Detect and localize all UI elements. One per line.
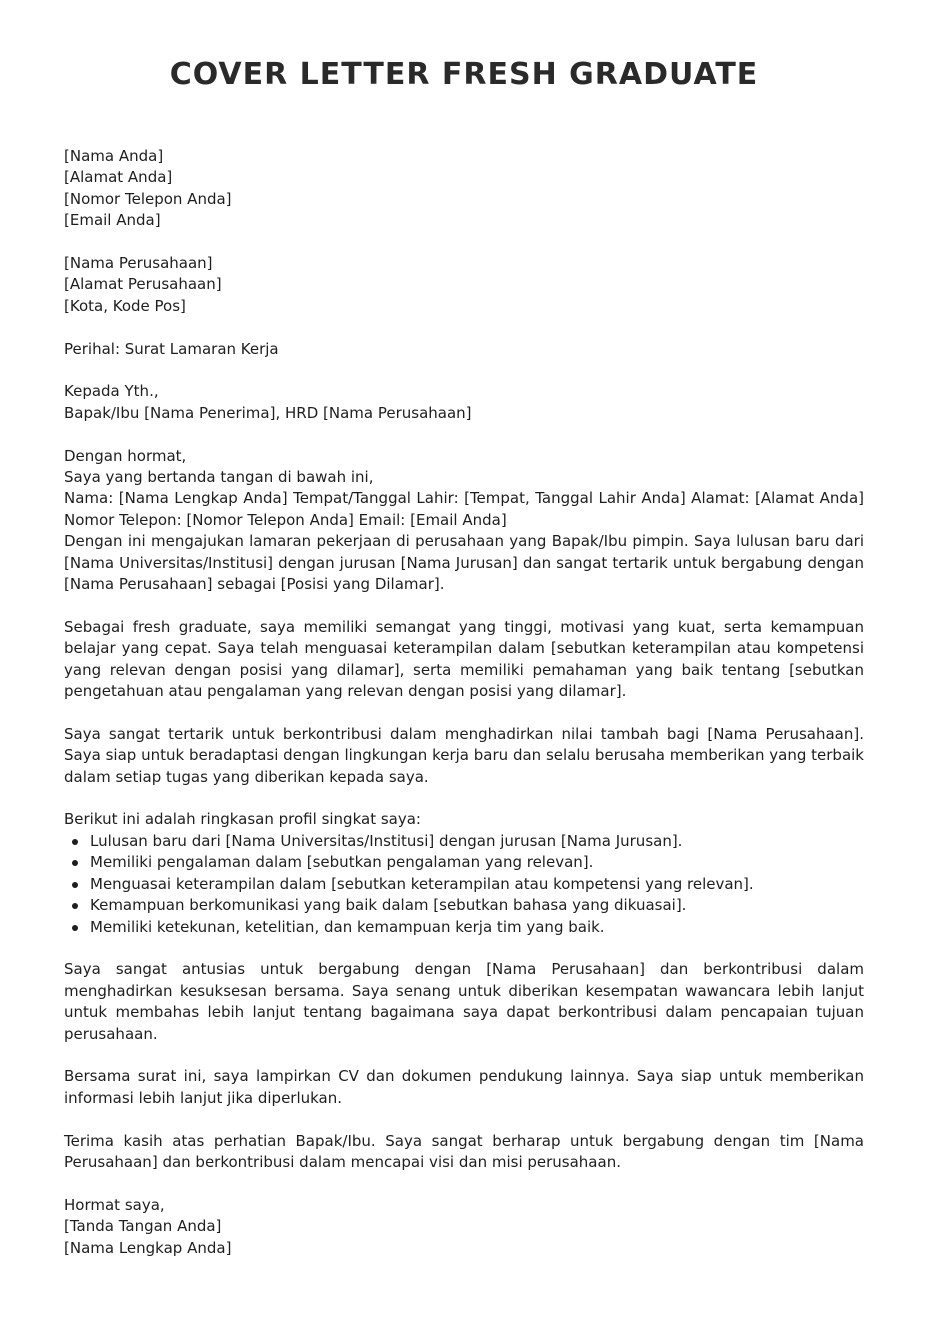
sender-phone: [Nomor Telepon Anda] <box>64 189 232 208</box>
list-item: Kemampuan berkomunikasi yang baik dalam [sebutkan bahasa yang dikuasai]. <box>64 895 864 916</box>
profile-intro: Berikut ini adalah ringkasan profil singkat saya: <box>64 810 421 829</box>
sender-email: [Email Anda] <box>64 211 161 230</box>
list-item: Memiliki pengalaman dalam [sebutkan pengalaman yang relevan]. <box>64 852 864 873</box>
profile-list <box>64 831 864 938</box>
company-city: [Kota, Kode Pos] <box>64 296 186 315</box>
sender-block <box>64 146 864 232</box>
greeting: Dengan hormat, <box>64 446 187 465</box>
company-name: [Nama Perusahaan] <box>64 254 213 273</box>
closing-block <box>64 1195 864 1259</box>
opening-block <box>64 446 864 596</box>
addressee-line-1: Kepada Yth., <box>64 382 159 401</box>
personal-details: Nama: [Nama Lengkap Anda] Tempat/Tanggal Lahir: [Tempat, Tanggal Lahir Anda] Alamat: [Alamat Anda] Nomor Telepon: [Nomor Telepon Anda] Email: [Email Anda] <box>64 489 864 529</box>
intro-line: Saya yang bertanda tangan di bawah ini, <box>64 468 374 487</box>
closing-full-name: [Nama Lengkap Anda] <box>64 1238 232 1257</box>
bullet-icon <box>72 925 78 931</box>
sender-name: [Nama Anda] <box>64 147 164 165</box>
company-address: [Alamat Perusahaan] <box>64 275 222 294</box>
paragraph-attachments: Bersama surat ini, saya lampirkan CV dan dokumen pendukung lainnya. Saya siap untuk memberikan informasi lebih lanjut jika diperlukan. <box>64 1067 864 1107</box>
bullet-icon <box>72 839 78 845</box>
bullet-icon <box>72 882 78 888</box>
subject-line: Perihal: Surat Lamaran Kerja <box>64 339 279 358</box>
sender-address: [Alamat Anda] <box>64 168 173 187</box>
list-item: Menguasai keterampilan dalam [sebutkan keterampilan atau kompetensi yang relevan]. <box>64 874 864 895</box>
addressee-block <box>64 381 864 424</box>
paragraph-thanks: Terima kasih atas perhatian Bapak/Ibu. Saya sangat berharap untuk bergabung dengan tim [Nama Perusahaan] dan berkontribusi dalam mencapai visi dan misi perusahaan. <box>64 1131 864 1171</box>
paragraph-contribution: Saya sangat tertarik untuk berkontribusi dalam menghadirkan nilai tambah bagi [Nama Perusahaan]. Saya siap untuk beradaptasi dengan lingkungan kerja baru dan selalu berusaha memberikan yang terbaik dalam setiap tugas yang diberikan kepada saya. <box>64 724 864 786</box>
recipient-company-block <box>64 253 864 317</box>
bullet-icon <box>72 903 78 909</box>
addressee-line-2: Bapak/Ibu [Nama Penerima], HRD [Nama Perusahaan] <box>64 403 472 422</box>
paragraph-enthusiasm: Saya sangat antusias untuk bergabung dengan [Nama Perusahaan] dan berkontribusi dalam menghadirkan kesuksesan bersama. Saya senang untuk diberikan kesempatan wawancara lebih lanjut untuk membahas lebih lanjut tentang bagaimana saya dapat berkontribusi dalam pencapaian tujuan perusahaan. <box>64 960 864 1043</box>
list-item: Memiliki ketekunan, ketelitian, dan kemampuan kerja tim yang baik. <box>64 917 864 938</box>
paragraph-skills: Sebagai fresh graduate, saya memiliki semangat yang tinggi, motivasi yang kuat, serta kemampuan belajar yang cepat. Saya telah menguasai keterampilan dalam [sebutkan keterampilan atau kompetensi yang relevan dengan posisi yang dilamar], serta memiliki pemahaman yang baik tentang [sebutkan pengetahuan atau pengalaman yang relevan dengan posisi yang dilamar]. <box>64 617 864 701</box>
application-paragraph: Dengan ini mengajukan lamaran pekerjaan di perusahaan yang Bapak/Ibu pimpin. Saya lulusan baru dari [Nama Universitas/Institusi] dengan jurusan [Nama Jurusan] dan sangat tertarik untuk bergabung dengan [Nama Perusahaan] sebagai [Posisi yang Dilamar]. <box>64 532 864 594</box>
closing-salutation: Hormat saya, <box>64 1195 165 1214</box>
letter-body <box>64 146 864 1259</box>
page-title: COVER LETTER FRESH GRADUATE <box>169 57 759 92</box>
bullet-icon <box>72 860 78 866</box>
signature-placeholder: [Tanda Tangan Anda] <box>64 1217 222 1236</box>
list-item: Lulusan baru dari [Nama Universitas/Institusi] dengan jurusan [Nama Jurusan]. <box>64 831 864 852</box>
